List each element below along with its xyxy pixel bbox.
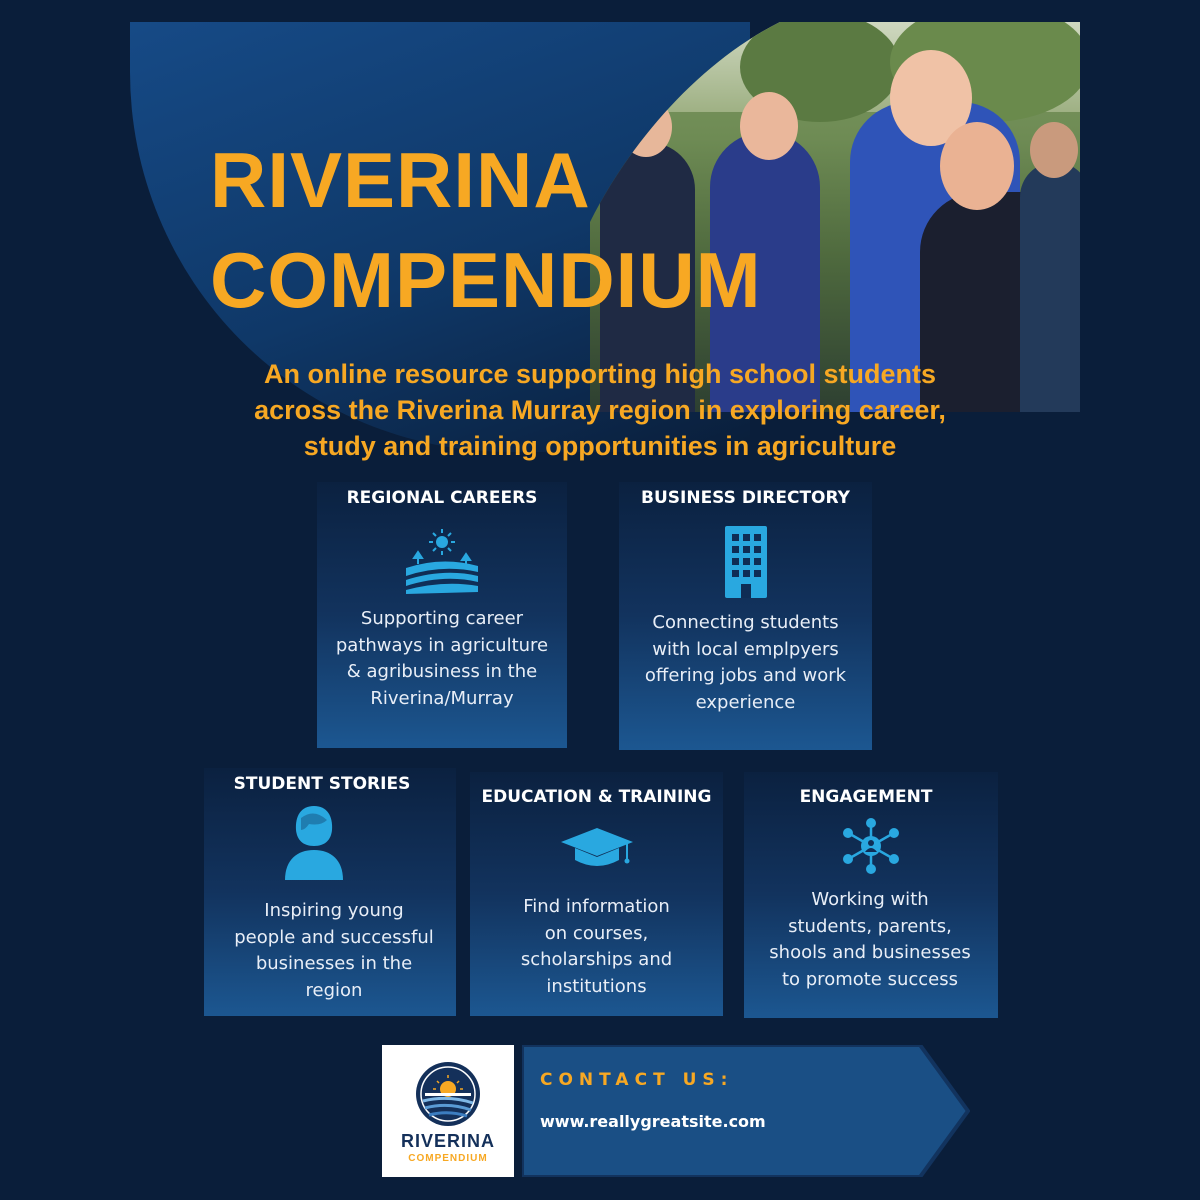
card-description — [470, 894, 723, 1000]
card-title: BUSINESS DIRECTORY — [641, 488, 850, 508]
desc-line: people and successful — [234, 926, 434, 948]
logo-text-line-1: RIVERINA — [400, 1131, 495, 1151]
subtitle-line: An online resource supporting high school students — [263, 359, 937, 389]
desc-line: businesses in the — [255, 953, 413, 974]
desc-line: Find information — [523, 896, 670, 917]
desc-line: on courses, — [544, 922, 649, 944]
desc-line: Inspiring young — [264, 900, 404, 921]
network-icon — [842, 818, 900, 874]
graduation-cap-icon — [559, 826, 635, 868]
subtitle-line: study and training opportunities in agriculture — [303, 431, 897, 461]
title-line-2: COMPENDIUM — [210, 236, 762, 324]
card-business-directory[interactable] — [619, 482, 872, 750]
subtitle-line: across the Riverina Murray region in exploring career, — [254, 395, 946, 425]
card-education-training[interactable] — [470, 772, 723, 1016]
desc-line: with local emplpyers — [652, 638, 839, 660]
desc-line: to promote success — [781, 968, 959, 990]
desc-line: region — [305, 979, 363, 1001]
desc-line: students, parents, — [788, 915, 952, 937]
card-title: STUDENT STORIES — [233, 774, 411, 794]
desc-line: & agribusiness in the — [346, 661, 538, 682]
desc-line: pathways in agriculture — [335, 634, 549, 656]
building-icon — [723, 526, 769, 598]
card-title: EDUCATION & TRAINING — [481, 787, 712, 807]
farm-field-icon — [404, 528, 480, 594]
contact-banner — [522, 1045, 970, 1177]
card-regional-careers[interactable] — [317, 482, 567, 748]
logo-emblem-icon — [415, 1061, 481, 1127]
desc-line: institutions — [546, 975, 647, 997]
desc-line: Supporting career — [360, 608, 524, 629]
card-title: REGIONAL CAREERS — [346, 488, 538, 508]
desc-line: Riverina/Murray — [370, 687, 514, 709]
desc-line: scholarships and — [520, 949, 673, 970]
desc-line: experience — [695, 691, 796, 713]
contact-website-link[interactable]: www.reallygreatsite.com — [540, 1112, 766, 1131]
card-description — [204, 898, 464, 1004]
card-description — [317, 606, 567, 712]
desc-line: offering jobs and work — [644, 665, 847, 686]
person-icon — [281, 804, 347, 880]
desc-line: shools and businesses — [769, 942, 971, 963]
logo-text-line-2: COMPENDIUM — [408, 1153, 488, 1164]
title-line-1: RIVERINA — [210, 136, 591, 224]
card-description — [619, 610, 872, 716]
card-title: ENGAGEMENT — [799, 787, 933, 807]
page-title — [210, 130, 762, 330]
card-student-stories[interactable] — [204, 768, 456, 1016]
page-subtitle — [160, 356, 1040, 464]
card-description — [744, 887, 996, 993]
riverina-compendium-logo — [382, 1045, 514, 1177]
desc-line: Working with — [811, 889, 929, 910]
desc-line: Connecting students — [652, 612, 839, 633]
contact-label: CONTACT US: — [540, 1070, 734, 1090]
card-engagement[interactable] — [744, 772, 998, 1018]
